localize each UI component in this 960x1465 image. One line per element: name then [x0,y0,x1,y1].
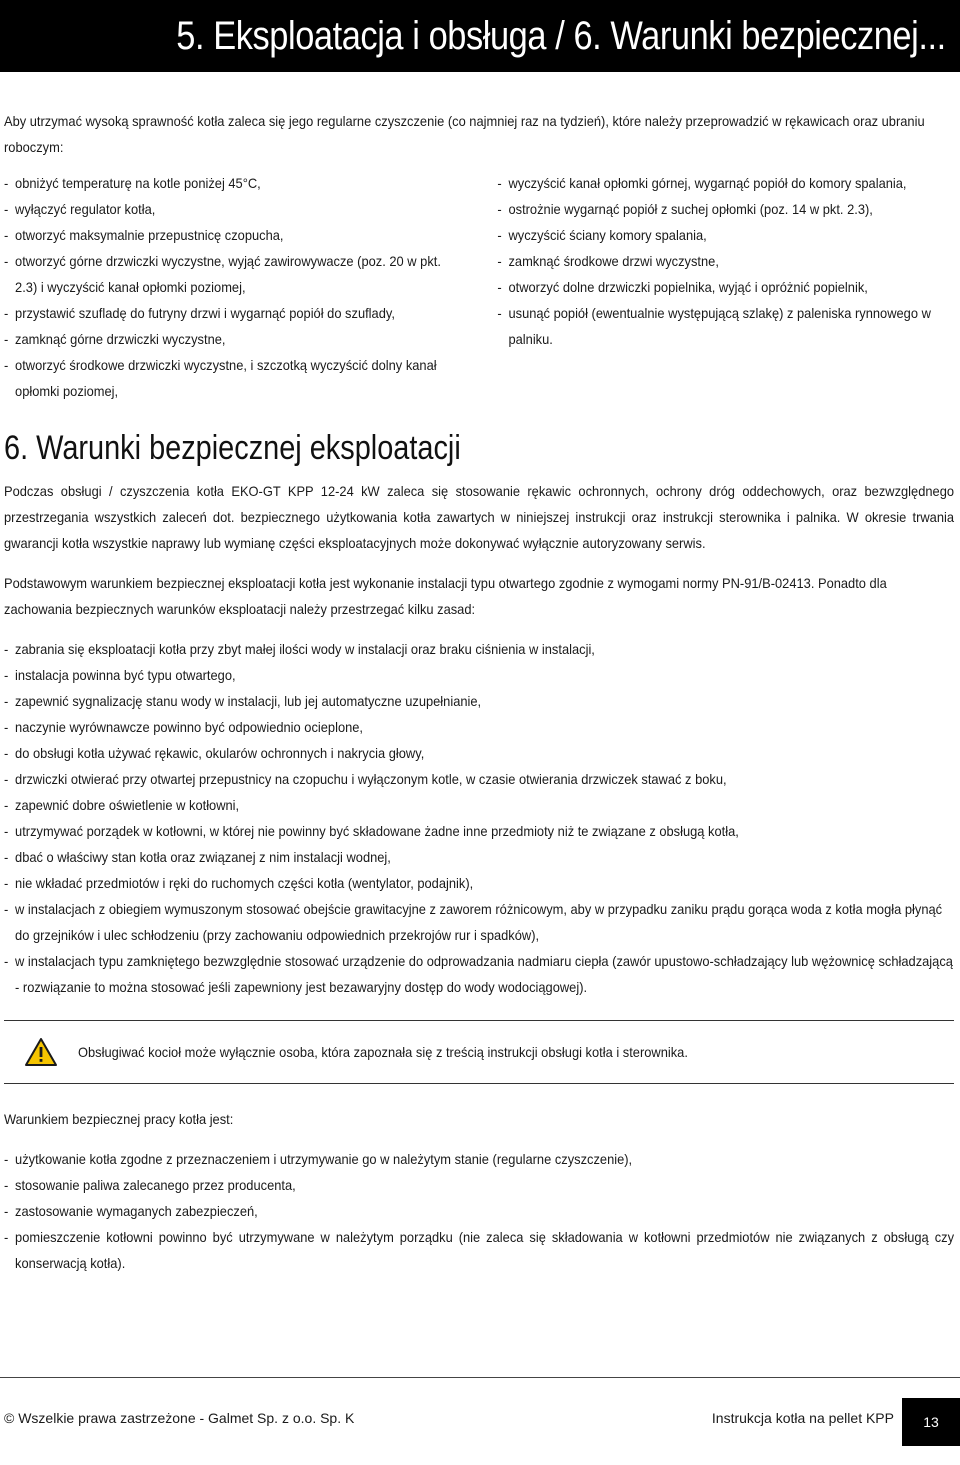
list-item: - ostrożnie wygarnąć popiół z suchej opłomki (poz. 14 w pkt. 2.3), [497,196,954,222]
list-item: - utrzymywać porządek w kotłowni, w której nie powinny być składowane żadne inne przedmioty niż te związane z obsługą kotła, [4,818,954,844]
list-item: - nie wkładać przedmiotów i ręki do ruchomych części kotła (wentylator, podajnik), [4,870,954,896]
warning-box [4,1020,954,1084]
list-item: - naczynie wyrównawcze powinno być odpowiednio ocieplone, [4,714,954,740]
page-content [4,108,954,1276]
safety-rules-list [4,636,954,1000]
warning-triangle-icon [24,1037,58,1067]
list-item: - otworzyć dolne drzwiczki popielnika, wyjąć i opróżnić popielnik, [497,274,954,300]
section-6-paragraph-2: Podstawowym warunkiem bezpiecznej eksploatacji kotła jest wykonanie instalacji typu otwartego zgodnie z wymogami normy PN-91/B-02413. Ponadto dla zachowania bezpiecznych warunków eksploatacji należy przestrzegać kilku zasad: [4,575,887,617]
list-item: - w instalacjach z obiegiem wymuszonym stosować obejście grawitacyjne z zaworem różnicowym, aby w przypadku zaniku prądu gorąca woda z kotła mogła płynąć do grzejników i ulec schłodzeniu (przy zachowaniu odpowiednich przekrojów rur i spadków), [4,896,954,948]
list-item: - otworzyć maksymalnie przepustnicę czopucha, [4,222,461,248]
list-item: - zabrania się eksploatacji kotła przy zbyt małej ilości wody w instalacji oraz braku ciśnienia w instalacji, [4,636,954,662]
list-item: - otworzyć środkowe drzwiczki wyczystne, i szczotką wyczyścić dolny kanał opłomki poziomej, [4,352,461,404]
section-6-paragraph-1: Podczas obsługi / czyszczenia kotła EKO-GT KPP 12-24 kW zaleca się stosowanie rękawic ochronnych, ochrony dróg oddechowych, oraz bezwzględnego przestrzegania wszystkich zaleceń dot. bezpiecznego użytkowania kotła zawartych w niniejszej instrukcji oraz instrukcji sterownika i palnika. W okresie trwania gwarancji kotła wszystkie naprawy lub wymianę części eksploatacyjnych może dokonywać wyłącznie autoryzowany serwis. [4,483,955,551]
cleaning-steps-left [4,170,461,404]
list-item: - wyczyścić kanał opłomki górnej, wygarnąć popiół do komory spalania, [497,170,954,196]
list-item: - pomieszczenie kotłowni powinno być utrzymywane w należytym porządku (nie zaleca się składowania w kotłowni przedmiotów nie związanych z obsługą czy konserwacją kotła). [4,1224,954,1276]
section-6-heading: 6. Warunki bezpiecznej eksploatacji [4,429,461,467]
section-5 [4,108,954,404]
warning-text: Obsługiwać kocioł może wyłącznie osoba, która zapoznała się z treścią instrukcji obsługi kotła i sterownika. [78,1044,688,1060]
list-item: - wyczyścić ściany komory spalania, [497,222,954,248]
conditions-list [4,1146,954,1276]
list-item: - dbać o właściwy stan kotła oraz związanej z nim instalacji wodnej, [4,844,954,870]
list-item: - w instalacjach typu zamkniętego bezwzględnie stosować urządzenie do odprowadzania nadmiaru ciepła (zawór upustowo-schładzający lub wężownicę schładzającą - rozwiązanie to można stosować jeśli zapewniony jest bezawaryjny dostęp do wody wodociągowej). [4,948,954,1000]
page-number: 13 [902,1398,960,1446]
list-item: - otworzyć górne drzwiczki wyczystne, wyjąć zawirowywacze (poz. 20 w pkt. 2.3) i wyczyścić kanał opłomki poziomej, [4,248,461,300]
footer-copyright: © Wszelkie prawa zastrzeżone - Galmet Sp. z o.o. Sp. K [4,1410,355,1426]
list-item: - drzwiczki otwierać przy otwartej przepustnicy na czopuchu i wyłączonym kotle, w czasie otwierania drzwiczek stawać z boku, [4,766,954,792]
cleaning-steps [4,170,954,404]
list-item: - użytkowanie kotła zgodne z przeznaczeniem i utrzymywanie go w należytym stanie (regularne czyszczenie), [4,1146,954,1172]
list-item: - zapewnić dobre oświetlenie w kotłowni, [4,792,954,818]
safe-operation-conditions [4,1106,954,1276]
list-item: - obniżyć temperaturę na kotle poniżej 45°C, [4,170,461,196]
cleaning-list-left [4,170,461,404]
section-6 [4,478,954,1000]
footer [0,1398,960,1446]
footer-divider [0,1377,960,1378]
list-item: - zastosowanie wymaganych zabezpieczeń, [4,1198,954,1224]
list-item: - przystawić szufladę do futryny drzwi i wygarnąć popiół do szuflady, [4,300,461,326]
list-item: - zapewnić sygnalizację stanu wody w instalacji, lub jej automatyczne uzupełnianie, [4,688,954,714]
conditions-title: Warunkiem bezpiecznej pracy kotła jest: [4,1111,234,1127]
list-item: - stosowanie paliwa zalecanego przez producenta, [4,1172,954,1198]
footer-manual-title: Instrukcja kotła na pellet KPP [711,1410,894,1426]
header-bar [0,0,960,72]
list-item: - zamknąć górne drzwiczki wyczystne, [4,326,461,352]
page-title: 5. Eksploatacja i obsługa / 6. Warunki bezpiecznej... [176,14,946,58]
list-item: - do obsługi kotła używać rękawic, okularów ochronnych i nakrycia głowy, [4,740,954,766]
cleaning-steps-right [497,170,954,404]
cleaning-list-right [497,170,954,352]
list-item: - instalacja powinna być typu otwartego, [4,662,954,688]
list-item: - wyłączyć regulator kotła, [4,196,461,222]
list-item: - usunąć popiół (ewentualnie występującą szlakę) z paleniska rynnowego w palniku. [497,300,954,352]
section-5-intro: Aby utrzymać wysoką sprawność kotła zaleca się jego regularne czyszczenie (co najmniej raz na tydzień), które należy przeprowadzić w rękawicach oraz ubraniu roboczym: [4,113,925,155]
list-item: - zamknąć środkowe drzwi wyczystne, [497,248,954,274]
